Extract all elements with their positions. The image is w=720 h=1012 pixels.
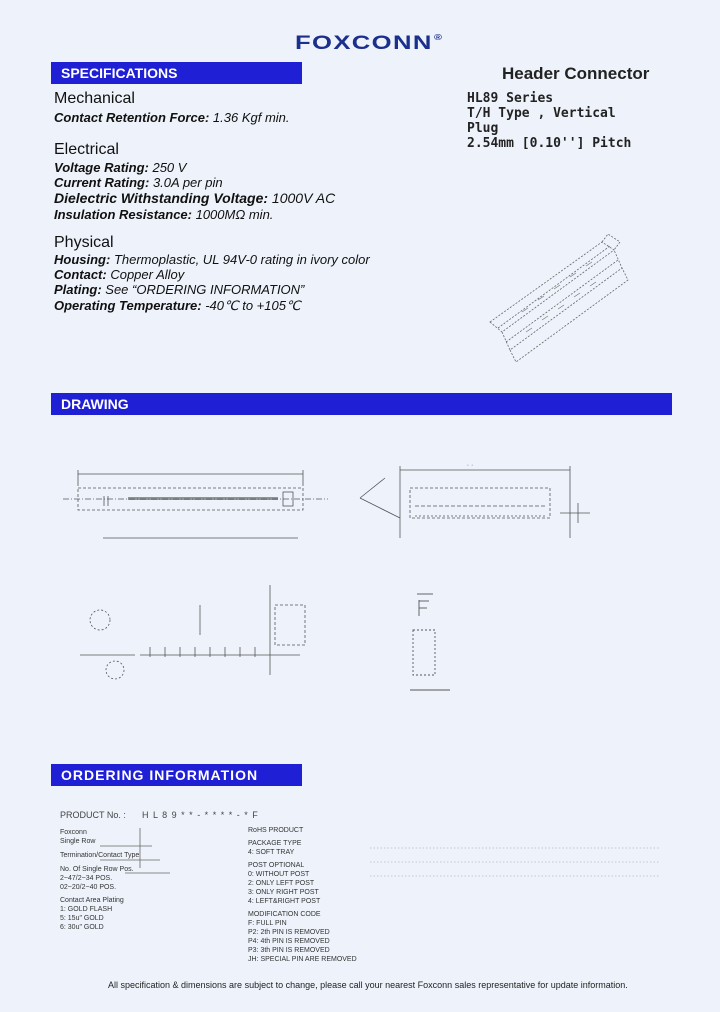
ordering-left-legend [60, 828, 139, 932]
product-pitch: 2.54mm [0.10''] Pitch [467, 136, 632, 151]
legend-item: 3: ONLY RIGHT POST [248, 889, 319, 896]
spec-line: Voltage Rating: 250 V [54, 160, 187, 175]
electrical-heading: Electrical [54, 141, 119, 158]
legend-item: Foxconn [60, 829, 87, 836]
product-description [467, 91, 631, 151]
product-type: T/H Type , Vertical [467, 106, 616, 121]
svg-text:· ·: · · [466, 462, 474, 469]
legend-item: 4: LEFT&RIGHT POST [248, 898, 321, 905]
legend-item: PACKAGE TYPE [248, 840, 302, 847]
specifications-section-header: SPECIFICATIONS [51, 62, 302, 84]
product-series: HL89 Series [467, 91, 554, 106]
spec-line: Current Rating: 3.0A per pin [54, 175, 223, 190]
spec-line: Housing: Thermoplastic, UL 94V-0 rating in ivory color [54, 252, 370, 267]
spec-line: Insulation Resistance: 1000MΩ min. [54, 207, 274, 222]
product-title: Header Connector [502, 64, 650, 83]
legend-item: Contact Area Plating [60, 897, 124, 904]
legend-item: 1: GOLD FLASH [60, 906, 113, 913]
spec-line: Contact: Copper Alloy [54, 267, 185, 282]
disclaimer-footer: All specification & dimensions are subject to change, please call your nearest Foxconn sales representative for update information. [108, 980, 628, 990]
ordering-right-legend [248, 826, 357, 964]
front-view-drawing [58, 460, 333, 555]
product-number-value: H L 8 9 * * - * * * * - * F [142, 810, 259, 820]
legend-item: 5: 15u" GOLD [60, 915, 104, 922]
legend-item: No. Of Single Row Pos. [60, 866, 134, 873]
product-kind: Plug [467, 121, 499, 136]
mechanical-heading: Mechanical [54, 90, 135, 107]
legend-item: 2: ONLY LEFT POST [248, 880, 315, 887]
spec-line: Operating Temperature: -40℃ to +105℃ [54, 298, 301, 313]
legend-item: 4: SOFT TRAY [248, 849, 295, 856]
connector-isometric-image [482, 232, 662, 382]
spec-line: Dielectric Withstanding Voltage: 1000V AC [54, 190, 336, 206]
legend-item: 0: WITHOUT POST [248, 871, 310, 878]
legend-item: 6: 30u" GOLD [60, 924, 104, 931]
legend-item: POST OPTIONAL [248, 862, 305, 869]
spec-line: Plating: See “ORDERING INFORMATION” [54, 282, 305, 297]
product-number-label: PRODUCT No. : [60, 810, 126, 820]
legend-item: 2~47/2~34 POS. [60, 875, 113, 882]
ordering-section-header: ORDERING INFORMATION [51, 764, 302, 786]
drawing-section-header: DRAWING [51, 393, 672, 415]
physical-heading: Physical [54, 234, 114, 251]
legend-item: P3: 3th PIN IS REMOVED [248, 947, 330, 954]
legend-item: JH: SPECIAL PIN ARE REMOVED [248, 956, 357, 963]
foxconn-logo: FOXCONN® [295, 33, 444, 54]
legend-item: Termination/Contact Type [60, 852, 140, 859]
legend-item: 02~20/2~40 POS. [60, 884, 117, 891]
legend-item: F: FULL PIN [248, 920, 287, 927]
side-view-drawing [340, 458, 610, 573]
pin-detail-drawing [405, 590, 465, 700]
legend-item: MODIFICATION CODE [248, 911, 321, 918]
dimension-table [365, 838, 665, 888]
legend-item: Single Row [60, 838, 96, 845]
pcb-layout-drawing [70, 575, 325, 690]
legend-item: P2: 2th PIN IS REMOVED [248, 929, 330, 936]
legend-item: P4: 4th PIN IS REMOVED [248, 938, 330, 945]
legend-item: RoHS PRODUCT [248, 827, 304, 834]
spec-line: Contact Retention Force: 1.36 Kgf min. [54, 110, 290, 125]
